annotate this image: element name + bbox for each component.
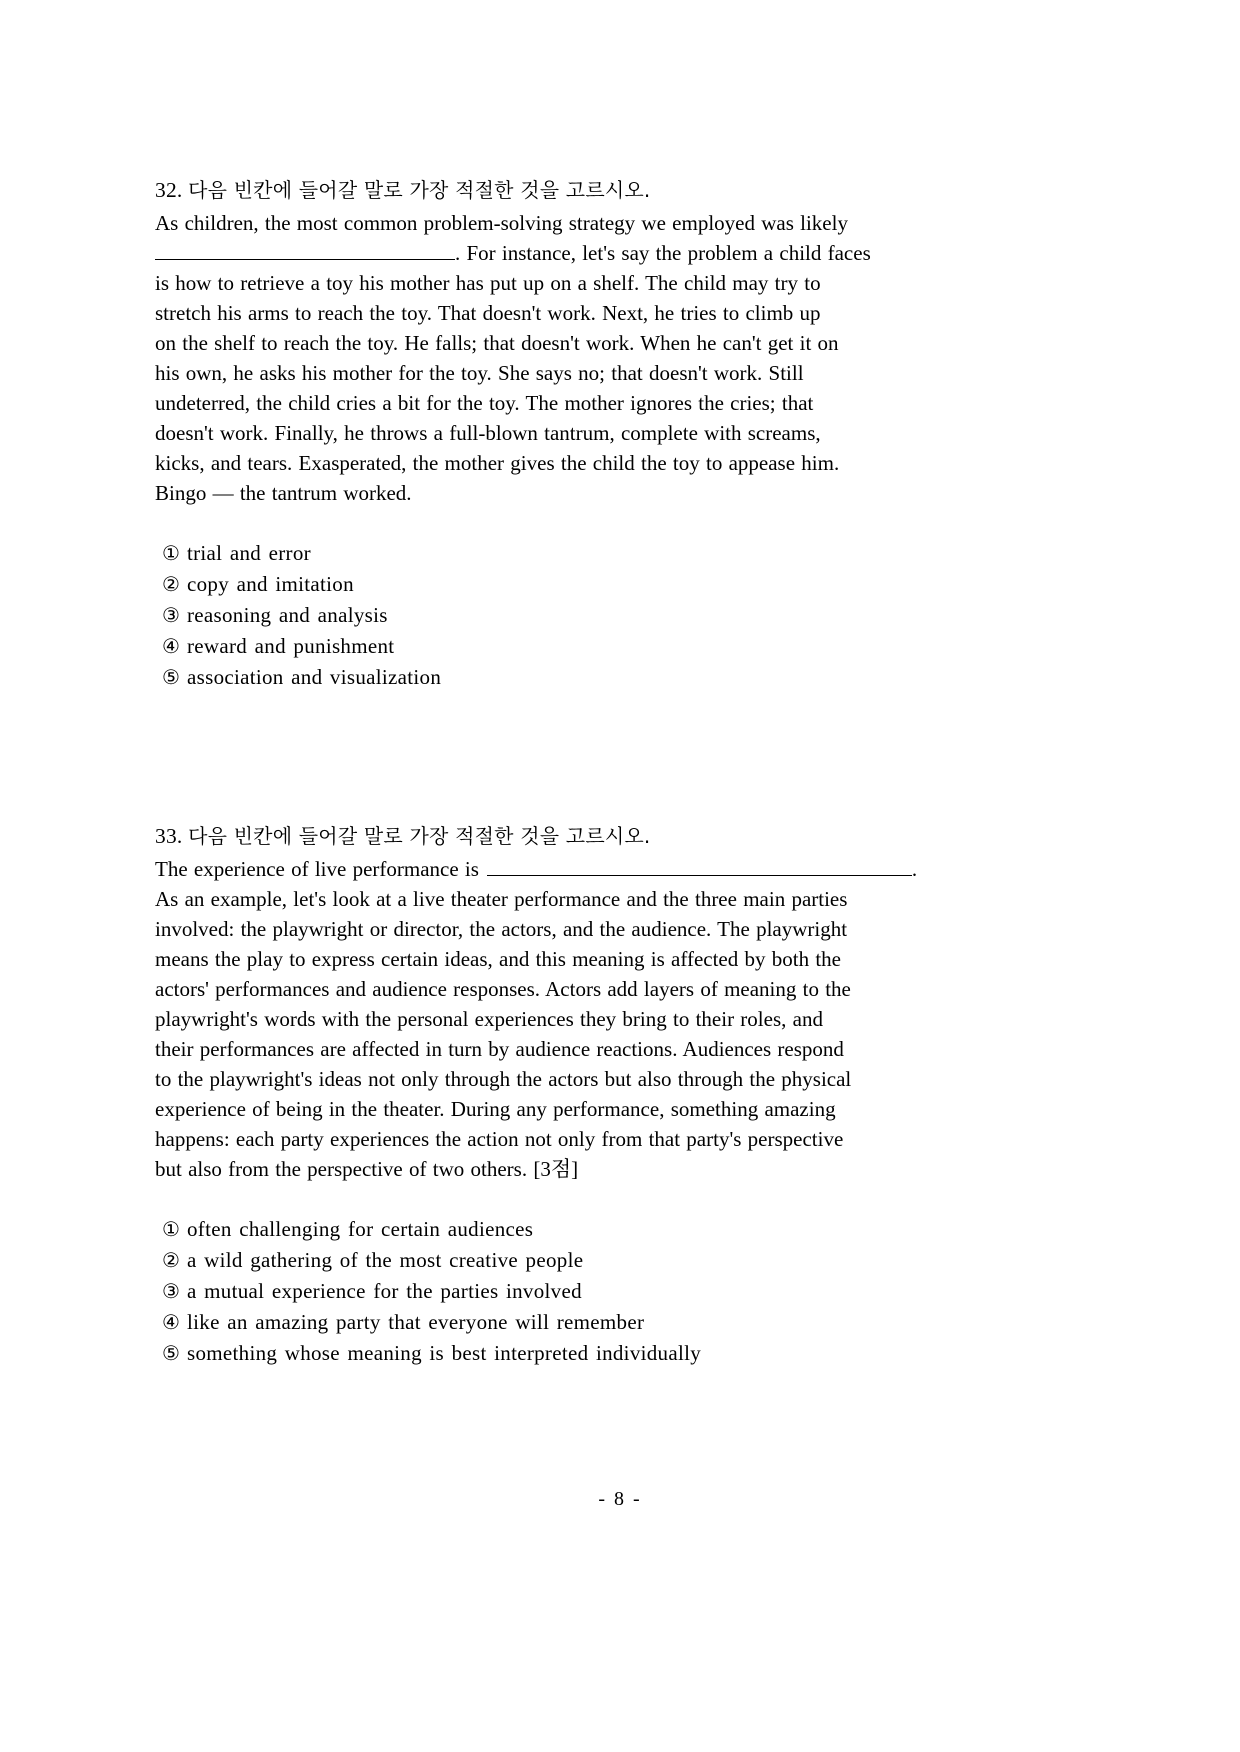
passage-line [155, 944, 955, 974]
passage-line-text: involved: the playwright or director, the actors, and the audience. The playwright [155, 917, 848, 941]
passage-line-text: happens: each party experiences the action not only from that party's perspective [155, 1127, 844, 1151]
option-marker-5: ⑤ [162, 1343, 180, 1365]
answer-blank-32 [155, 238, 455, 260]
passage-line-text: doesn't work. Finally, he throws a full-blown tantrum, complete with screams, [155, 421, 821, 445]
option-label-5: association and visualization [187, 665, 442, 689]
passage-line [155, 208, 955, 238]
question-32-passage [155, 208, 955, 508]
question-32-number: 32. [155, 178, 183, 202]
passage-line-text: to the playwright's ideas not only through the actors but also through the physical [155, 1067, 852, 1091]
option-label-4: like an amazing party that everyone will remember [187, 1310, 645, 1334]
stem-line-with-blank [155, 854, 955, 884]
option-marker-5: ⑤ [162, 667, 180, 689]
option-2[interactable] [155, 569, 955, 600]
passage-line [155, 914, 955, 944]
passage-line-text: As children, the most common problem-solving strategy we employed was likely [155, 211, 848, 235]
option-label-3: reasoning and analysis [187, 603, 388, 627]
passage-line [155, 418, 955, 448]
page-number: - 8 - [598, 1488, 642, 1510]
passage-line [155, 1154, 955, 1184]
option-4[interactable] [155, 1307, 955, 1338]
passage-line [155, 268, 955, 298]
option-label-5: something whose meaning is best interpreted individually [187, 1341, 702, 1365]
passage-line [155, 1034, 955, 1064]
option-3[interactable] [155, 1276, 955, 1307]
passage-line-text: playwright's words with the personal experiences they bring to their roles, and [155, 1007, 823, 1031]
option-4[interactable] [155, 631, 955, 662]
passage-line-text: kicks, and tears. Exasperated, the mother gives the child the toy to appease him. [155, 451, 840, 475]
page-content [155, 175, 955, 1369]
passage-line-text: stretch his arms to reach the toy. That doesn't work. Next, he tries to climb up [155, 301, 821, 325]
option-marker-1: ① [162, 1219, 180, 1241]
option-1[interactable] [155, 1214, 955, 1245]
passage-line [155, 1094, 955, 1124]
passage-line-text: Bingo ― the tantrum worked. [155, 481, 412, 505]
passage-line-text: but also from the perspective of two others. [3점] [155, 1157, 579, 1181]
question-32 [155, 175, 955, 693]
option-marker-2: ② [162, 1250, 180, 1272]
passage-line-text: his own, he asks his mother for the toy. She says no; that doesn't work. Still [155, 361, 804, 385]
passage-line-text: As an example, let's look at a live theater performance and the three main parties [155, 887, 848, 911]
passage-line-text: their performances are affected in turn by audience reactions. Audiences respond [155, 1037, 844, 1061]
passage-line [155, 1064, 955, 1094]
option-1[interactable] [155, 538, 955, 569]
question-33-prompt: 다음 빈칸에 들어갈 말로 가장 적절한 것을 고르시오. [188, 824, 651, 848]
passage-line-text: experience of being in the theater. During any performance, something amazing [155, 1097, 836, 1121]
passage-line-text: undeterred, the child cries a bit for the toy. The mother ignores the cries; that [155, 391, 814, 415]
option-label-4: reward and punishment [187, 634, 395, 658]
stem-period: . [911, 857, 918, 881]
passage-line-text: actors' performances and audience responses. Actors add layers of meaning to the [155, 977, 851, 1001]
passage-line [155, 388, 955, 418]
option-marker-3: ③ [162, 605, 180, 627]
option-marker-1: ① [162, 543, 180, 565]
option-5[interactable] [155, 662, 955, 693]
question-33-heading [155, 821, 955, 851]
question-32-options [155, 538, 955, 693]
option-label-1: often challenging for certain audiences [187, 1217, 534, 1241]
option-label-3: a mutual experience for the parties involved [187, 1279, 582, 1303]
option-label-2: copy and imitation [187, 572, 354, 596]
option-5[interactable] [155, 1338, 955, 1369]
passage-line [155, 478, 955, 508]
question-33-number: 33. [155, 824, 183, 848]
passage-line [155, 1004, 955, 1034]
passage-line [155, 328, 955, 358]
passage-line [155, 448, 955, 478]
option-marker-4: ④ [162, 636, 180, 658]
option-label-2: a wild gathering of the most creative people [187, 1248, 584, 1272]
question-separator [155, 693, 955, 821]
passage-line-text: means the play to express certain ideas, and this meaning is affected by both the [155, 947, 841, 971]
question-33-options [155, 1214, 955, 1369]
passage-line-text: on the shelf to reach the toy. He falls; that doesn't work. When he can't get it on [155, 331, 839, 355]
option-2[interactable] [155, 1245, 955, 1276]
option-marker-4: ④ [162, 1312, 180, 1334]
passage-line [155, 974, 955, 1004]
passage-line [155, 298, 955, 328]
passage-line [155, 1124, 955, 1154]
passage-line [155, 358, 955, 388]
answer-blank-33 [487, 854, 912, 876]
option-marker-3: ③ [162, 1281, 180, 1303]
question-32-prompt: 다음 빈칸에 들어갈 말로 가장 적절한 것을 고르시오. [188, 178, 651, 202]
stem-text: The experience of live performance is [155, 857, 479, 881]
passage-line-text: . For instance, let's say the problem a child faces [455, 241, 871, 265]
question-33-passage [155, 854, 955, 1184]
passage-line-with-blank [155, 238, 955, 268]
option-label-1: trial and error [187, 541, 311, 565]
question-33 [155, 821, 955, 1369]
option-marker-2: ② [162, 574, 180, 596]
passage-line-text: is how to retrieve a toy his mother has put up on a shelf. The child may try to [155, 271, 821, 295]
passage-line [155, 884, 955, 914]
option-3[interactable] [155, 600, 955, 631]
question-32-heading [155, 175, 955, 205]
